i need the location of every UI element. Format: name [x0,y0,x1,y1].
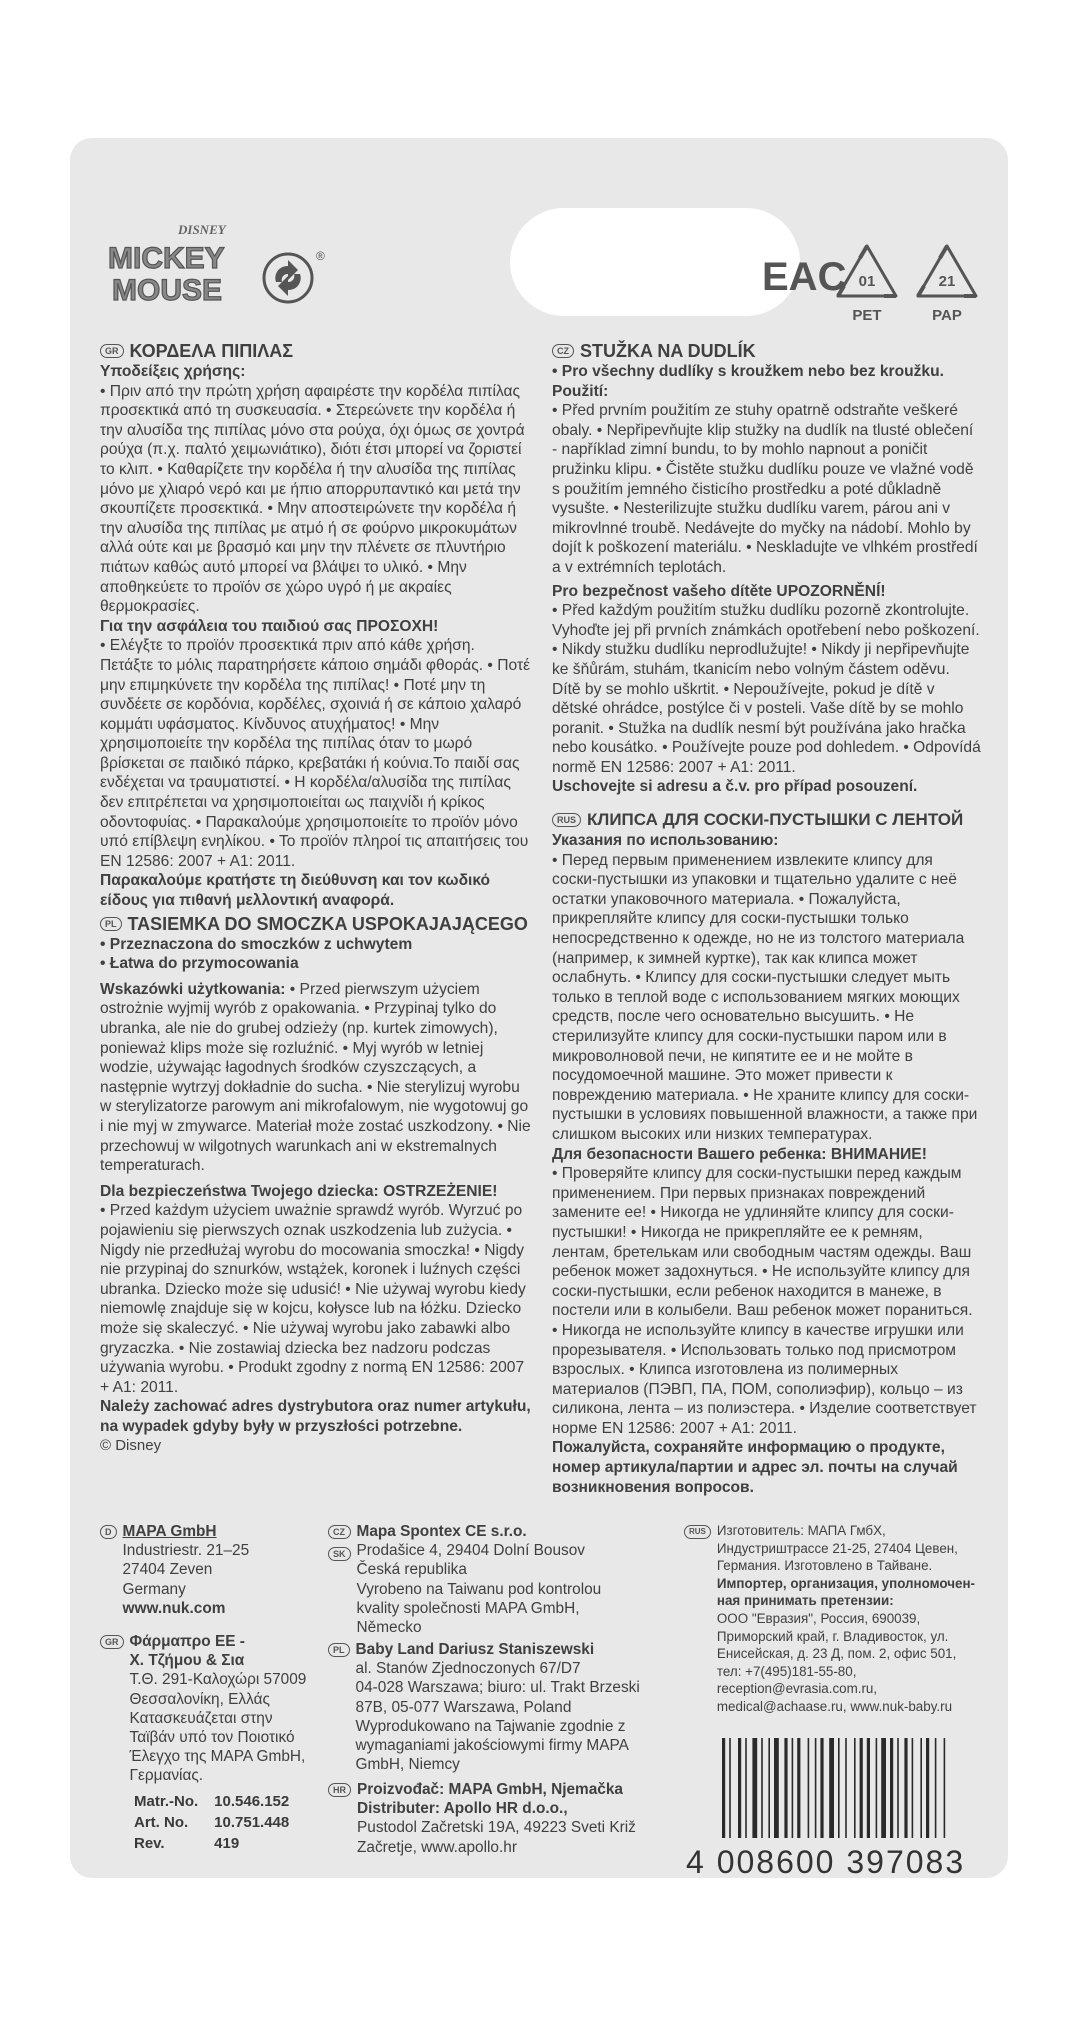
pl-usage [100,980,532,1176]
address-d-lines [123,1522,250,1618]
address-hr-row [328,1780,668,1857]
address-sk-code: SK [328,1547,351,1561]
address-rus-line-9: тел: +7(495)181-55-80, [716,1663,857,1679]
address-pl-line-6: wymaganiami jakościowymi firmy MAPA [355,1737,629,1755]
matr-value: 10.546.152 [214,1793,290,1810]
barcode-bar [904,1738,907,1838]
barcode-bar [729,1738,731,1838]
address-cz-code: CZ [328,1525,351,1539]
pl-section-heading [100,913,532,935]
address-gr-line-8: Γερμανίας. [129,1767,204,1785]
barcode-bar [944,1738,946,1838]
address-cz-sk-line-1: Mapa Spontex CE s.r.o. [356,1523,527,1540]
gr-section-heading [100,340,532,362]
logo-line-1: MICKEY [108,242,225,275]
address-cz-sk-line-4: Vyrobeno na Taiwanu pod kontrolou [356,1580,602,1598]
address-gr-line-3: Τ.Θ. 291-Καλοχώρι 57009 [129,1671,307,1689]
barcode-bar [881,1738,886,1838]
green-dot-icon [258,246,338,306]
barcode-bar [784,1738,787,1838]
gr-country-code: GR [100,344,124,358]
matr-label: Matr.-No. [134,1793,199,1810]
barcode-bar [912,1738,914,1838]
pet-code: 01 [858,273,876,290]
rev-row [134,1834,303,1853]
address-gr-line-4: Θεσσαλονίκη, Ελλάς [129,1690,270,1708]
barcode-bar [722,1738,725,1838]
address-gr-lines [130,1632,307,1786]
address-d-row [100,1522,300,1618]
logo-line-2: MOUSE [112,274,223,307]
cz-section-heading [552,340,982,362]
address-d-line-2: Industriestr. 21–25 [122,1542,250,1560]
rus-title: КЛИПСА ДЛЯ СОСКИ-ПУСТЫШКИ С ЛЕНТОЙ [587,810,964,830]
address-cz-sk-line-6: Německo [356,1619,422,1637]
address-rus-line-6: ООО "Евразия", Россия, 690039, [716,1610,921,1626]
pl-warning-body: • Przed każdym użyciem uważnie sprawdź wyrób. Wyrzuć po pojawieniu się pierwszych oznak uszkodzenia lub zużycia. • Nigdy nie przedłużaj wyrobu do mocowania smoczka! • Nigdy nie przypinaj do sznurków, wstążek, koronek i luźnych części ubranka. Dziecko może się udusić! • Nie używaj wyrobu kiedy niemowlę znajduje się w kojcu, kołysce lub na łóżku. Dziecko może się skaleczyć. • Nie używaj wyrobu jako zabawki albo gryzaczka. • Nie zostawiaj dziecka bez nadzoru podczas używania wyrobu. • Produkt zgodny z normą EN 12586: 2007 + A1: 2011. [100,1202,526,1396]
address-pl-line-5: Wyprodukowano na Tajwanie zgodnie z [355,1717,626,1735]
address-d-code: D [100,1525,117,1539]
barcode-bar [935,1738,937,1838]
barcode-bar [876,1738,878,1838]
address-rus-line-4: Импортер, организация, уполномочен- [716,1575,975,1591]
rus-usage-subtitle: Указания по использованию: [552,832,779,850]
barcode-bar [820,1738,823,1838]
eac-text: EAC [762,255,847,299]
address-cz-sk-lines [357,1522,602,1637]
barcode-bar [738,1738,741,1838]
gr-usage-body: • Πριν από την πρώτη χρήση αφαιρέστε την κορδέλα πιπίλας προσεκτικά από τη συσκευασία. • Στερεώνετε την κορδέλα ή την αλυσίδα της πιπίλας μόνο στα ρούχα, όχι όμως σε χοντρά ρούχα (π.χ. παλτό χειμωνιάτικο), διότι έτσι μπορεί να ζοριστεί το κλιπ. • Καθαρίζετε την κορδέλα ή την αλυσίδα της πιπίλας μόνο με χλιαρό νερό και με ήπιο απορρυπαντικό και μετά την σκουπίζετε προσεκτικά. • Μην αποστειρώνετε την κορδέλα ή την αλυσίδα της πιπίλας με ατμό ή σε φούρνο μικροκυμάτων αλλά ούτε και με βρασμό και μην την πλένετε σε πλυντήριο πιάτων καθώς αυτό μπορεί να βλάψει το υλικό. • Μην αποθηκεύετε το προϊόν σε χώρο υγρό ή με ακραίες θερμοκρασίες. [100,382,525,616]
address-rus-line-11: medical@achaase.ru, www.nuk-baby.ru [716,1698,953,1714]
address-pl-lines [356,1640,640,1774]
address-d [100,1522,300,1618]
address-pl-code: PL [328,1643,350,1657]
left-text-column [100,338,532,1456]
barcode-bar [808,1738,810,1838]
barcode-bar [815,1738,817,1838]
pl-bullet-1: • Przeznaczona do smoczków z uchwytem [100,935,413,953]
art-value: 10.751.448 [214,1814,290,1831]
address-gr [100,1632,320,1786]
address-d-line-3: 27404 Zeven [122,1561,213,1579]
barcode-bar [920,1738,922,1838]
pet-label: PET [852,307,882,324]
pl-usage-subtitle: Wskazówki użytkowania: [100,980,286,998]
pl-title: TASIEMKA DO SMOCZKA USPOKAJAJĄCEGO [127,913,528,934]
address-rus-row [684,1522,984,1716]
pet-recycling-icon [832,240,902,330]
address-gr-line-7: Έλεγχο της MAPA GmbH, [129,1748,306,1766]
cz-keep-note: Uschovejte si adresu a č.v. pro případ posouzení. [552,778,918,796]
address-gr-line-1: Φάρμαπρο ΕΕ - [129,1633,245,1650]
address-d-line-4: Germany [122,1580,186,1598]
address-rus-line-3: Германия. Изготовлено в Тайване. [716,1558,933,1574]
address-gr-row [100,1632,320,1786]
barcode-digits: 4 008600 397083 [686,1844,966,1880]
cz-title: STUŽKA NA DUDLÍK [580,341,756,361]
gr-keep-note: Παρακαλούμε κρατήστε τη διεύθυνση και τον κωδικό είδους για πιθανή μελλοντική αναφορά. [100,872,491,910]
address-pl-line-1: Baby Land Dariusz Staniszewski [355,1641,595,1658]
address-hr [328,1780,668,1857]
barcode-bar [890,1738,893,1838]
rus-section-heading [552,809,982,831]
copyright: © Disney [100,1437,162,1455]
mickey-mouse-logo [100,218,250,308]
pl-country-code: PL [100,917,122,931]
address-cz-sk-codes [328,1522,351,1637]
pap-code: 21 [938,273,956,290]
pl-warning-title: Dla bezpieczeństwa Twojego dziecka: OSTRZEŻENIE! [100,1182,498,1200]
barcode-bar [792,1738,794,1838]
address-hr-code: HR [328,1783,351,1797]
address-pl-line-7: GmbH, Niemcy [355,1756,460,1774]
rus-warning-title: Для безопасности Вашего ребенка: ВНИМАНИЕ! [552,1145,927,1163]
pl-bullet-2: • Łatwa do przymocowania [100,955,299,973]
address-rus-line-5: ная принимать претензии: [716,1593,894,1609]
barcode-icon [720,1738,990,1838]
address-rus-line-8: Енисейская, д. 23 Д, пом. 2, офис 501, [716,1646,957,1662]
barcode-bar [926,1738,929,1838]
gr-warning-title: Για την ασφάλεια του παιδιού σας ΠΡΟΣΟΧΗ! [100,617,439,635]
barcode-bar [845,1738,847,1838]
hang-hole [510,208,800,316]
address-rus-lines [717,1522,975,1716]
pl-keep-note: Należy zachować adres dystrybutora oraz numer artykułu, na wypadek gdyby były w przyszłości potrzebne. [100,1398,531,1435]
address-hr-lines [357,1780,636,1857]
address-cz-sk-line-5: kvality společnosti MAPA GmbH, [356,1599,580,1617]
rus-keep-note: Пожалуйста, сохраняйте информацию о продукте, номер артикула/партии и адрес эл. почты на случай возникновения вопросов. [552,1439,958,1496]
barcode-bar [829,1738,834,1838]
packaging-back-card [70,138,1008,1878]
address-rus-code: RUS [684,1525,711,1539]
address-rus-line-10: reception@evrasia.com.ru, [716,1681,878,1697]
address-gr-line-5: Κατασκευάζεται στην [129,1709,273,1727]
address-gr-line-6: Ταϊβάν υπό τον Ποιοτικό [129,1729,295,1747]
rev-label: Rev. [134,1835,165,1852]
address-rus-line-7: Приморский край, г. Владивосток, ул. [716,1628,949,1644]
address-d-line-1: MAPA GmbH [122,1523,217,1540]
cz-usage-body: • Před prvním použitím ze stuhy opatrně odstraňte veškeré obaly. • Nepřipevňujte klip stužky na dudlík na tlusté oblečení - například zimní bundu, to by mohlo napnout a poničit pružinku klipu. • Čistěte stužku dudlíku pouze ve vlažné vodě s použitím jemného čisticího prostředku a poté důkladně vysušte. • Nesterilizujte stužku dudlíku varem, párou ani v mikrovlnné troubě. Nedávejte do myčky na nádobí. Mohlo by dojít k poškození materiálu. • Neskladujte ve vlhkém prostředí a v extrémních teplotách. [552,402,978,576]
barcode-bar [774,1738,779,1838]
address-cz-sk-row [328,1522,648,1637]
address-pl-line-3: 04-028 Warszawa; biuro: ul. Trakt Brzeski [355,1679,640,1697]
rus-country-code: RUS [552,813,581,827]
art-label: Art. No. [134,1814,189,1831]
address-cz-sk [328,1522,648,1637]
address-rus-line-2: Индустриштрассе 21-25, 27404 Цевен, [716,1540,958,1556]
cz-warning-title: Pro bezpečnost vašeho dítěte UPOZORNĚNÍ! [552,582,886,600]
barcode-bar [768,1738,770,1838]
barcode-bar [838,1738,840,1838]
logo-brand-small: DISNEY [178,222,226,237]
barcode-bar [752,1738,757,1838]
rus-warning-body: • Проверяйте клипсу для соски-пустышки перед каждым применением. При первых признаках повреждений замените ее! • Никогда не удлиняйте клипсу для соски-пустышки! • Никогда не прикрепляйте ее к ремням, лентам, бретелькам или свободным частям одежды. Ваш ребенок может задохнуться. • Не используйте клипсу для соски-пустышки, если ребенок находится в манеже, в постели или в колыбели. Ваш ребенок может пораниться. • Никогда не используйте клипсу в качестве игрушки или прорезывателя. • Использовать только под присмотром взрослых. • Клипса изготовлена из полимерных материалов (ПЭВП, ПА, ПОМ, сополиэфир), кольцо – из силикона, лента – из полиэстера. • Изделие соответствует норме EN 12586: 2007 + A1: 2011. [552,1165,977,1437]
address-cz-sk-line-3: Česká republika [356,1561,467,1579]
address-hr-line-3: Pustodol Začretski 19A, 49223 Sveti Križ [357,1819,636,1837]
registered-mark: ® [316,249,325,263]
gr-warning-body: • Ελέγξτε το προϊόν προσεκτικά πριν από κάθε χρήση. Πετάξτε το μόλις παρατηρήσετε κάποιο σημάδι φθοράς. • Ποτέ μην επιμηκύνετε την κορδέλα της πιπίλας! • Ποτέ μην τη συνδέετε σε κορδόνια, κορδέλες, σχοινιά ή σε κάποιο χαλαρό κομμάτι υφάσματος. Κίνδυνος ατυχήματος! • Μην χρησιμοποιείτε την κορδέλα της πιπίλας όταν το μωρό βρίσκεται σε παιδικό πάρκο, κρεβατάκι ή κούνια.Το παιδί σας ενδέχεται να τραυματιστεί. • Η κορδέλα/αλυσίδα της πιπίλας δεν επιτρέπεται να χρησιμοποιείται ως παιχνίδι ή κρίκος οδοντοφυίας. • Παρακαλούμε χρησιμοποιείτε το προϊόν μόνο υπό επίβλεψη ενηλίκου. • Το προϊόν πληροί τις απαιτήσεις του EN 12586: 2007 + A1: 2011. [100,637,531,870]
address-pl-row [328,1640,668,1774]
cz-usage-subtitle: Použití: [552,382,609,400]
article-numbers [132,1790,305,1855]
address-pl-line-2: al. Stanów Zjednoczonych 67/D7 [355,1660,581,1678]
barcode-bar [745,1738,747,1838]
address-d-line-5: www.nuk.com [122,1599,226,1617]
barcode-bar [897,1738,899,1838]
address-gr-code: GR [100,1635,124,1649]
barcode-bar [761,1738,763,1838]
address-hr-line-1: Proizvođač: MAPA GmbH, Njemačka [357,1781,623,1798]
address-hr-line-4: Začretje, www.apollo.hr [357,1838,517,1856]
art-row [134,1813,303,1832]
address-pl [328,1640,668,1774]
barcode-bar [854,1738,856,1838]
address-rus-line-1: Изготовитель: МАПА ГмбХ, [716,1523,886,1538]
cz-bullet: • Pro všechny dudlíky s kroužkem nebo bez kroužku. [552,363,944,380]
cz-warning-body: • Před každým použitím stužku dudlíku pozorně zkontrolujte. Vyhoďte jej při prvních známkách opotřebení nebo poškození. • Nikdy stužku dudlíku neprodlužujte! • Nikdy ji nepřipevňujte ke šňůrám, stuhám, tkanicím nebo volným částem oděvu. Dítě by se mohlo uškrtit. • Nepoužívejte, pokud je dítě v dětské ohrádce, postýlce či v posteli. Vaše dítě by se mohlo poranit. • Stužka na dudlík nesmí být používána jako hračka nebo kousátko. • Používejte pouze pod dohledem. • Odpovídá normě EN 12586: 2007 + A1: 2011. [552,602,981,776]
gr-usage-subtitle: Υποδείξεις χρήσης: [100,363,246,380]
barcode-bar [860,1738,863,1838]
address-rus [684,1522,984,1716]
pap-recycling-icon [912,240,982,330]
rus-usage-body: • Перед первым применением извлеките клипсу для соски-пустышки из упаковки и тщательно удалите с неё остатки упаковочного материала. • Пожалуйста, прикрепляйте клипсу для соски-пустышки только непосредственно к одежде, но не из толстого материала (например, к зимней куртке), так как клипса может ослабнуть. • Клипсу для соски-пустышки следует мыть только в теплой воде с использованием мягких моющих средств, после чего основательно высушить. • Не стерилизуйте клипсу для соски-пустышки паром или в микроволновой печи, не кипятите ее и не мойте в посудомоечной машине. Это может привести к повреждению материала. • Не храните клипсу для соски-пустышки в условиях повышенной влажности, а также при слишком высоких или низких температурах. [552,851,978,1143]
right-text-column [552,338,982,1497]
matr-row [134,1792,303,1811]
pl-usage-body: • Przed pierwszym użyciem ostrożnie wyjmij wyrób z opakowania. • Przypinaj tylko do ubranka, ale nie do grubej odzieży (np. kurtek zimowych), ponieważ klips może się rozluźnić. • Myj wyrób w letniej wodzie, używając łagodnych środków czyszczących, a następnie wytrzyj dokładnie do sucha. • Nie sterylizuj wyrobu w sterylizatorze parowym ani mikrofalowym, nie wygotowuj go i nie myj w zmywarce. Materiał może zostać uszkodzony. • Nie przechowuj w wilgotnych warunkach ani w ekstremalnych temperaturach. [100,980,531,1175]
address-pl-line-4: 87B, 05-077 Warszawa, Poland [355,1698,572,1716]
address-cz-sk-line-2: Prodašice 4, 29404 Dolní Bousov [356,1542,585,1560]
eac-mark-icon [760,248,847,299]
barcode-bar [797,1738,800,1838]
cz-country-code: CZ [552,344,574,358]
pap-label: PAP [932,307,962,324]
address-gr-line-2: Χ. Τζήμου & Σια [129,1652,245,1670]
rev-value: 419 [214,1835,240,1852]
address-hr-line-2: Distributer: Apollo HR d.o.o., [357,1800,568,1818]
barcode-bar [867,1738,870,1838]
gr-title: ΚΟΡΔΕΛΑ ΠΙΠΙΛΑΣ [129,341,294,361]
